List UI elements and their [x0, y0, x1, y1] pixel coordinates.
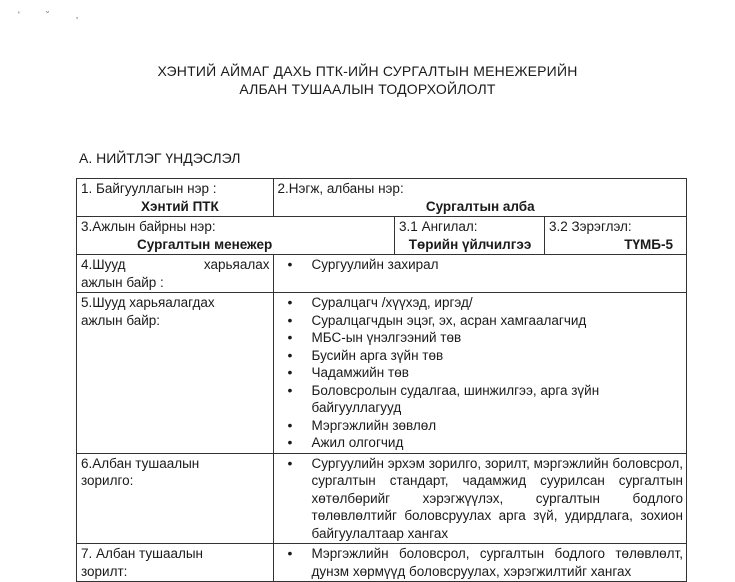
row-job	[77, 217, 687, 255]
cell-supervisor-list	[273, 255, 686, 293]
purpose-label-1: 6.Албан тушаалын	[81, 455, 200, 471]
cell-subordinate-list	[273, 293, 686, 454]
category-label: 3.1 Ангилал:	[399, 219, 478, 234]
list-item: • Боловсролын судалгаа, шинжилгээ, арга зүйн байгууллагууд	[288, 382, 683, 417]
supervisor-label-2: ажлын байр :	[81, 274, 164, 290]
list-item: • Суралцагч /хүүхэд, иргэд/	[288, 294, 683, 312]
subordinate-label-2: ажлын байр:	[81, 312, 161, 328]
row-subordinate	[77, 293, 687, 454]
rank-label: 3.2 Зэрэглэл:	[548, 219, 632, 234]
document-title	[0, 62, 735, 98]
cell-goal-text	[273, 544, 686, 582]
org-value: Хэнтий ПТК	[141, 198, 219, 214]
row-org	[77, 179, 687, 217]
purpose-text: • Сургуулийн эрхэм зорилго, зорилт, мэргэжлийн боловсрол, сургалтын стандарт, чадамжид суурилсан сургалтын хөтөлбөрийг хэрэгжүүлэх, сургалтын бодлого төлөвлөлтийг боловсруулах арга зүй, удирдлага, зохион байгуулалтаар хангах	[288, 455, 683, 543]
list-item: • Бусийн арга зүйн төв	[288, 347, 683, 365]
subordinate-label-1: 5.Шууд харьяалагдах	[81, 295, 215, 310]
purpose-list	[278, 455, 683, 543]
cell-subordinate-label	[77, 293, 274, 454]
subordinate-list	[278, 294, 683, 452]
list-item: • Чадамжийн төв	[288, 364, 683, 382]
supervisor-label-1: 4.Шууд харьяалах	[81, 257, 270, 272]
goal-text: • Мэргэжлийн боловсрол, сургалтын бодлого төлөвлөлт, дунзм хөрмүүд боловсруулах, хэрэгжилтийг хангах	[288, 545, 683, 580]
cell-rank	[544, 217, 686, 255]
rank-value: ТҮМБ-5	[624, 236, 673, 252]
list-item: • Мэргэжлийн зөвлөл	[288, 417, 683, 435]
cell-supervisor-label	[77, 255, 274, 293]
title-line-1: ХЭНТИЙ АЙМАГ ДАХЬ ПТК-ИЙН СУРГАЛТЫН МЕНЕЖЕРИЙН	[157, 63, 578, 79]
row-supervisor	[77, 255, 687, 293]
job-description-table	[76, 178, 687, 582]
cell-purpose-label	[77, 453, 274, 544]
list-item: • МБС-ын үнэлгээний төв	[288, 329, 683, 347]
list-item: • Ажил олгогчид	[288, 434, 683, 452]
category-value: Төрийн үйлчилгээ	[408, 236, 532, 252]
goal-label-2: зорилт:	[81, 563, 128, 579]
goal-label-1: 7. Албан тушаалын	[81, 546, 203, 561]
section-heading: А. НИЙТЛЭГ ҮНДЭСЛЭЛ	[79, 150, 241, 166]
supervisor-list	[278, 256, 683, 274]
cell-purpose-text	[273, 453, 686, 544]
cell-org	[77, 179, 274, 217]
job-label: 3.Ажлын байрны нэр:	[81, 219, 216, 234]
cell-category	[395, 217, 545, 255]
row-purpose	[77, 453, 687, 544]
cell-goal-label	[77, 544, 274, 582]
org-label: 1. Байгууллагын нэр :	[81, 181, 217, 196]
unit-value: Сургалтын алба	[425, 198, 535, 214]
title-line-2: АЛБАН ТУШААЛЫН ТОДОРХОЙЛОЛТ	[239, 81, 496, 97]
job-value: Сургалтын менежер	[137, 236, 273, 252]
cell-unit	[273, 179, 686, 217]
cell-job	[77, 217, 395, 255]
list-item: • Сургуулийн захирал	[288, 256, 683, 274]
purpose-label-2: зорилго:	[81, 473, 134, 488]
row-goal	[77, 544, 687, 582]
unit-label: 2.Нэгж, албаны нэр:	[277, 181, 404, 196]
list-item: • Суралцагчдын эцэг, эх, асран хамгаалагчид	[288, 312, 683, 330]
goal-list	[278, 545, 683, 580]
scan-specks: ' ˘ ,	[18, 10, 91, 20]
